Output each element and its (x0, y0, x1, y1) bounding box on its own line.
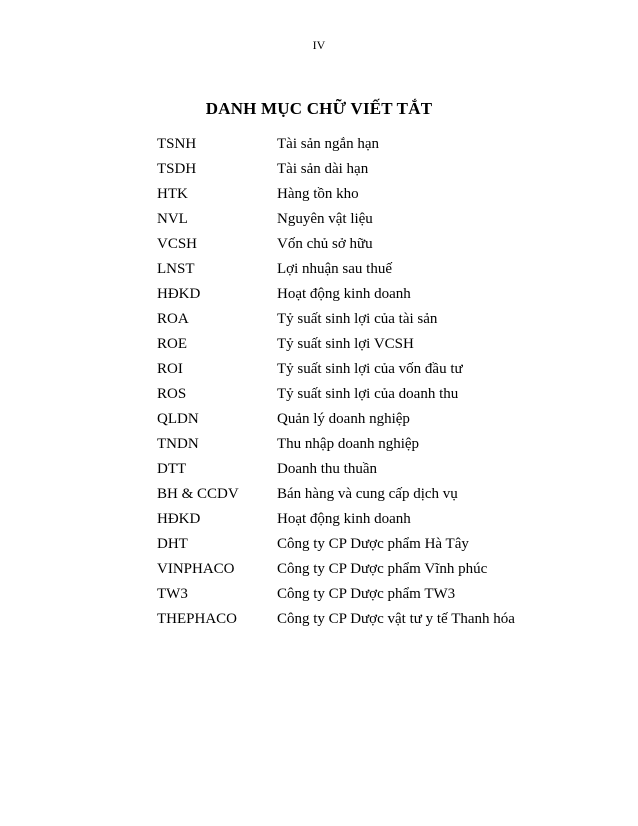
abbreviation-code: TSNH (157, 136, 197, 152)
abbreviation-meaning: Tỷ suất sinh lợi của tài sản (277, 311, 438, 327)
abbreviation-code: HĐKD (157, 511, 201, 527)
abbreviation-row (157, 134, 597, 159)
abbreviation-row (157, 309, 597, 334)
page-title: DANH MỤC CHỮ VIẾT TẮT (205, 99, 433, 118)
abbreviation-row (157, 484, 597, 509)
abbreviation-code: DHT (157, 536, 188, 552)
abbreviation-row (157, 284, 597, 309)
abbreviation-code: VCSH (157, 236, 198, 252)
abbreviation-row (157, 584, 597, 609)
abbreviation-row (157, 209, 597, 234)
abbreviation-meaning: Công ty CP Dược vật tư y tế Thanh hóa (277, 611, 515, 627)
abbreviation-row (157, 359, 597, 384)
abbreviation-code: THEPHACO (157, 611, 238, 627)
abbreviation-meaning: Hàng tồn kho (277, 186, 359, 202)
abbreviation-row (157, 534, 597, 559)
abbreviation-meaning: Hoạt động kinh doanh (277, 511, 411, 527)
abbreviation-meaning: Tỷ suất sinh lợi VCSH (277, 336, 414, 352)
abbreviation-row (157, 409, 597, 434)
abbreviation-meaning: Tài sản ngắn hạn (277, 136, 380, 152)
abbreviation-code: DTT (157, 461, 187, 477)
abbreviation-code: QLDN (157, 411, 199, 427)
abbreviation-row (157, 184, 597, 209)
abbreviation-meaning: Tỷ suất sinh lợi của doanh thu (277, 386, 459, 402)
abbreviation-code: TW3 (157, 586, 188, 602)
abbreviation-meaning: Thu nhập doanh nghiệp (277, 436, 420, 452)
abbreviation-code: TNDN (157, 436, 199, 452)
abbreviation-row (157, 334, 597, 359)
abbreviation-code: ROS (157, 386, 187, 402)
abbreviation-row (157, 384, 597, 409)
abbreviation-meaning: Lợi nhuận sau thuế (277, 261, 392, 277)
abbreviation-code: ROE (157, 336, 187, 352)
abbreviation-code: HTK (157, 186, 188, 202)
abbreviation-meaning: Tỷ suất sinh lợi của vốn đầu tư (277, 361, 463, 377)
abbreviation-row (157, 609, 597, 634)
abbreviation-meaning: Nguyên vật liệu (277, 211, 373, 227)
abbreviation-meaning: Công ty CP Dược phẩm TW3 (277, 586, 456, 602)
abbreviation-code: ROI (157, 361, 183, 377)
abbreviation-row (157, 159, 597, 184)
abbreviation-meaning: Bán hàng và cung cấp dịch vụ (277, 486, 458, 502)
abbreviation-code: LNST (157, 261, 195, 277)
abbreviation-code: NVL (157, 211, 188, 227)
abbreviation-row (157, 459, 597, 484)
abbreviation-code: VINPHACO (157, 561, 235, 577)
abbreviation-meaning: Tài sản dài hạn (277, 161, 369, 177)
abbreviation-meaning: Công ty CP Dược phẩm Hà Tây (277, 536, 469, 552)
abbreviation-code: ROA (157, 311, 189, 327)
abbreviation-row (157, 234, 597, 259)
abbreviation-code: TSDH (157, 161, 197, 177)
abbreviation-row (157, 259, 597, 284)
abbreviation-meaning: Vốn chủ sở hữu (277, 236, 373, 252)
page-number: IV (312, 38, 326, 52)
abbreviation-meaning: Công ty CP Dược phẩm Vĩnh phúc (277, 561, 488, 577)
abbreviation-list (157, 134, 597, 634)
abbreviation-code: BH & CCDV (157, 486, 239, 502)
abbreviation-meaning: Quản lý doanh nghiệp (277, 411, 410, 427)
abbreviation-meaning: Hoạt động kinh doanh (277, 286, 411, 302)
abbreviation-code: HĐKD (157, 286, 201, 302)
abbreviation-meaning: Doanh thu thuần (277, 461, 377, 477)
abbreviation-row (157, 509, 597, 534)
abbreviation-row (157, 434, 597, 459)
abbreviation-row (157, 559, 597, 584)
